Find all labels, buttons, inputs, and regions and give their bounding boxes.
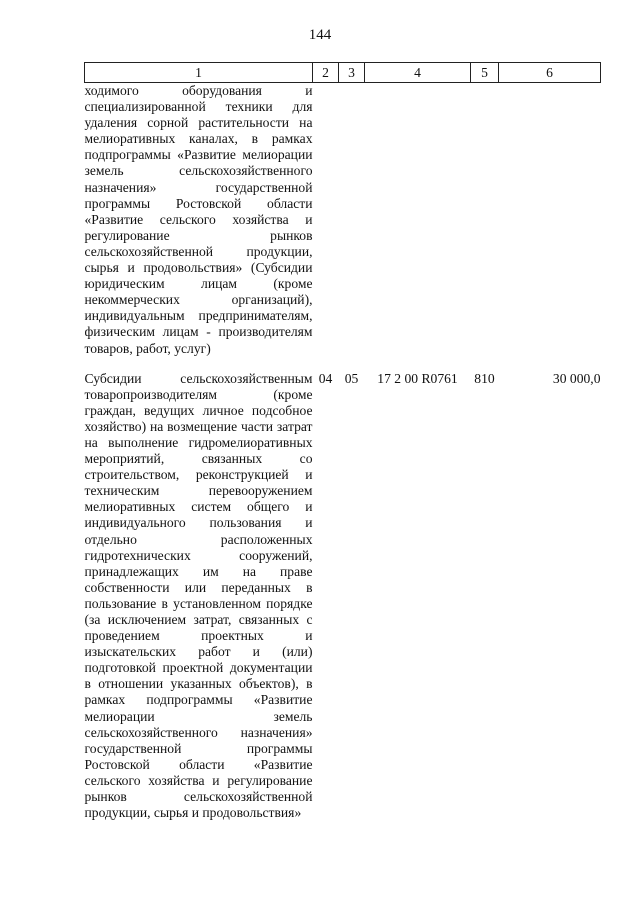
column-header: 6 [499, 63, 601, 83]
row-expense-type: 810 [474, 370, 495, 386]
column-header: 3 [339, 63, 365, 83]
budget-table [84, 62, 601, 821]
row-amount: 30 000,0 [552, 370, 601, 386]
column-header: 1 [85, 63, 313, 83]
table-row [85, 83, 601, 357]
row-section-code [313, 83, 339, 357]
page-number: 144 [308, 27, 332, 43]
row-expense-type [471, 83, 499, 357]
column-header: 5 [471, 63, 499, 83]
row-description: ходимого оборудования и специализированной техники для удаления сорной растительности на мелиоративных каналах, в рамках подпрограммы «Развитие мелиорации земель сельскохозяйственного назначения» государственной программы Ростовской области «Развитие сельского хозяйства и регулирование рынков сельскохозяйственной продукции, сырья и продовольствия» (Субсидии юридическим лицам (кроме некоммерческих организаций), индивидуальным предпринимателям, физическим лицам - производителям товаров, работ, услуг) [84, 83, 313, 356]
column-header: 4 [365, 63, 471, 83]
row-spacer [85, 357, 601, 371]
row-description: Субсидии сельскохозяйственным товаропроизводителям (кроме граждан, ведущих личное подсобное хозяйство) на возмещение части затрат на выполнение гидромелиоративных мероприятий, связанных со строительством, реконструкцией и техническим перевооружением мелиоративных систем общего и индивидуального пользования и отдельно расположенных гидротехнических сооружений, принадлежащих им на праве собственности или переданных в пользование в установленном порядке (за исключением затрат, связанных с проведением проектных и изыскательских работ и (или) подготовкой проектной документации в отношении указанных объектов), в рамках подпрограммы «Развитие мелиорации земель сельскохозяйственного назначения» государственной программы Ростовской области «Развитие сельского хозяйства и регулирование рынков сельскохозяйственной продукции, сырья и продовольствия» [84, 370, 313, 821]
row-target-article [365, 83, 471, 357]
row-amount [499, 83, 601, 357]
row-section-code: 04 [318, 370, 333, 386]
table-header-row [85, 63, 601, 83]
row-subsection-code: 05 [344, 370, 359, 386]
row-target-article: 17 2 00 R0761 [377, 370, 458, 386]
column-header: 2 [313, 63, 339, 83]
table-row [85, 371, 601, 822]
row-subsection-code [339, 83, 365, 357]
